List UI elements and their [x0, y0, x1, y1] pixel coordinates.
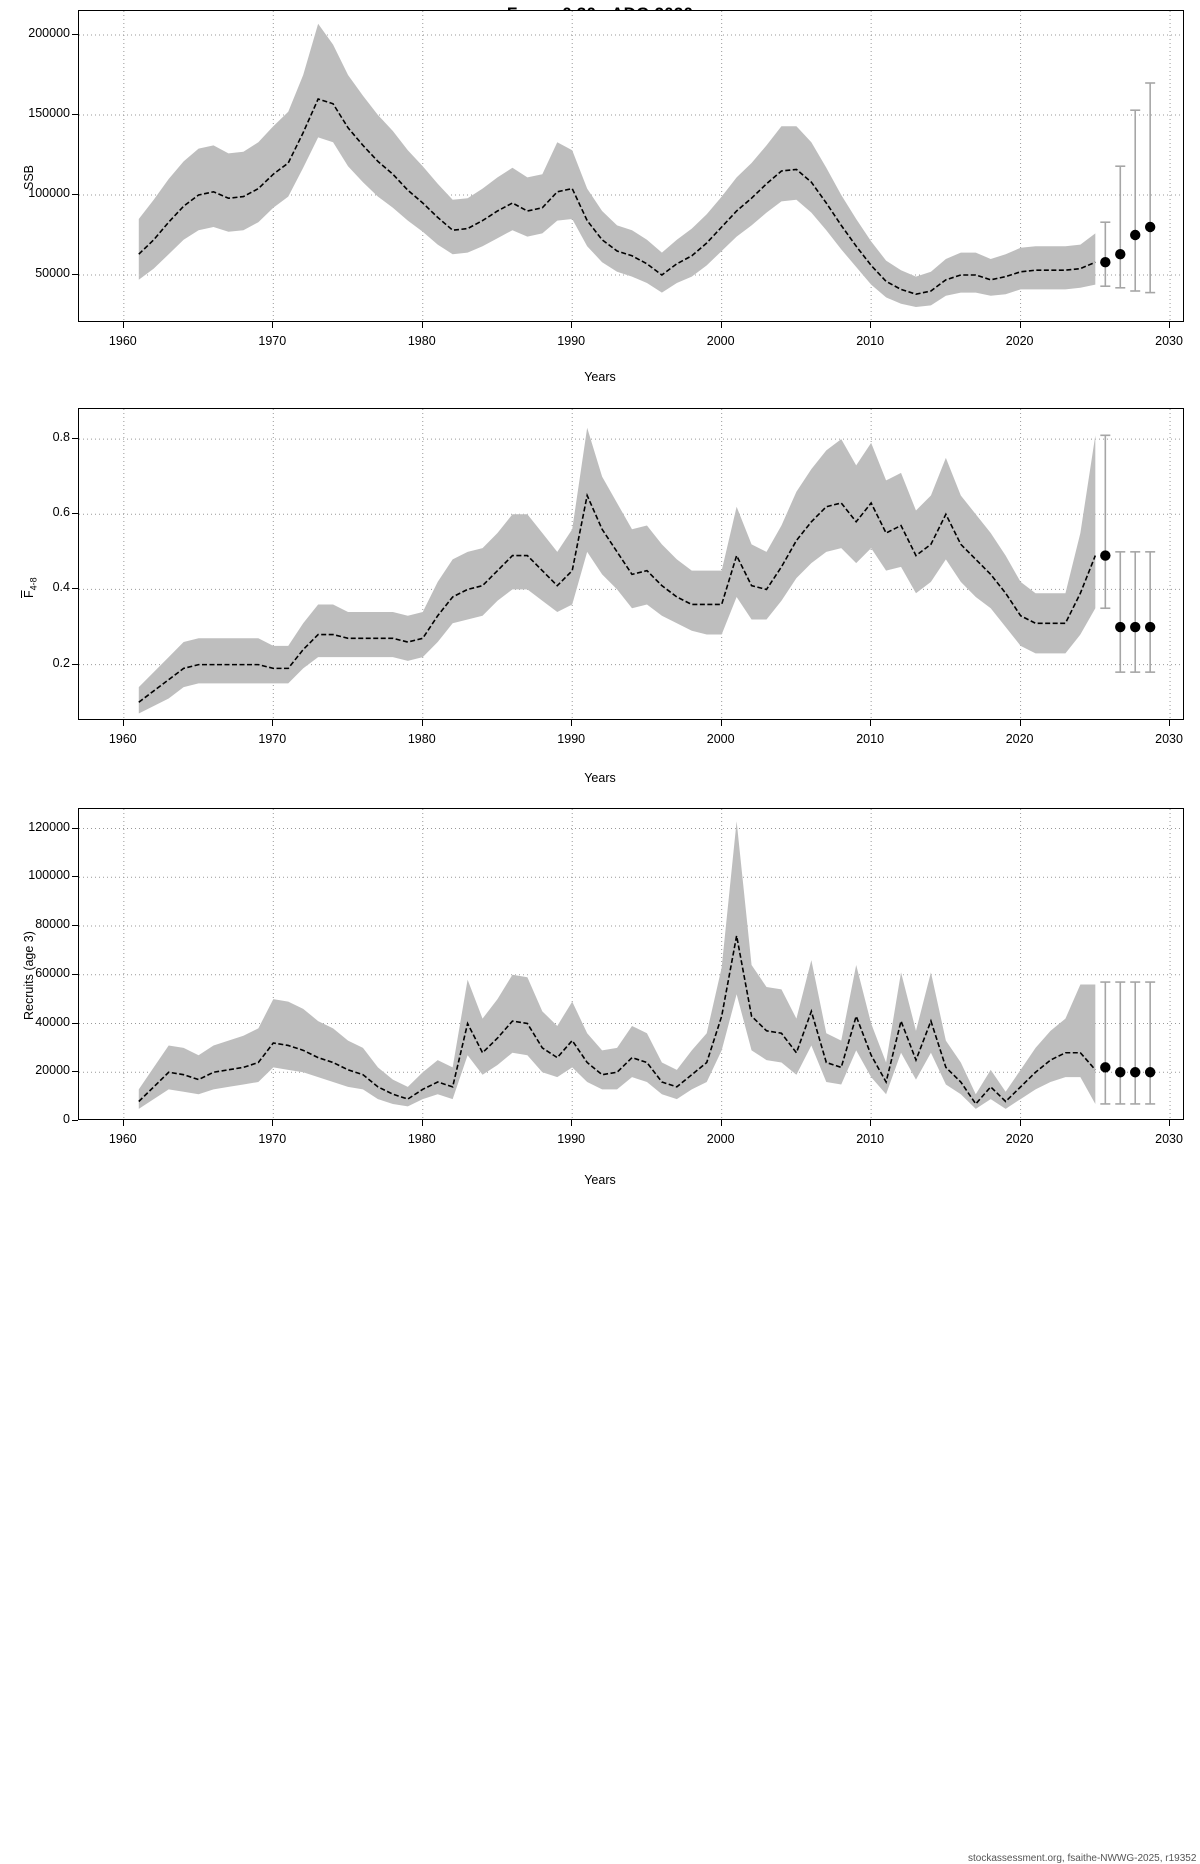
y-tick-fbar-0.8: 0.8 [52, 430, 70, 445]
y-tick-mark [72, 664, 78, 665]
x-tick-mark [272, 322, 273, 328]
y-tick-recruits-60000: 60000 [35, 965, 70, 980]
x-tick-ssb-1980: 1980 [407, 334, 436, 348]
y-tick-fbar-0.6: 0.6 [52, 505, 70, 520]
x-axis-label-recruits: Years [584, 1173, 616, 1187]
y-tick-mark [72, 34, 78, 35]
x-tick-fbar-1980: 1980 [407, 732, 436, 746]
y-tick-mark [72, 114, 78, 115]
x-tick-mark [422, 322, 423, 328]
x-tick-mark [870, 322, 871, 328]
x-tick-ssb-2010: 2010 [856, 334, 885, 348]
x-tick-mark [272, 1120, 273, 1126]
x-tick-mark [721, 322, 722, 328]
y-tick-recruits-80000: 80000 [35, 917, 70, 931]
x-tick-mark [422, 1120, 423, 1126]
y-axis-label-recruits: Recruits (age 3) [22, 931, 36, 1020]
y-tick-mark [72, 1120, 78, 1121]
y-tick-mark [72, 876, 78, 877]
x-tick-ssb-1970: 1970 [258, 334, 287, 348]
x-tick-recruits-1990: 1990 [557, 1132, 586, 1146]
x-tick-mark [1169, 322, 1170, 328]
x-tick-fbar-2010: 2010 [856, 732, 885, 746]
watermark-text: stockassessment.org, fsaithe-NWWG-2025, r19352 [968, 1853, 1197, 1864]
x-tick-mark [721, 1120, 722, 1126]
x-tick-ssb-2020: 2020 [1005, 334, 1034, 348]
y-tick-fbar-0.2: 0.2 [52, 655, 70, 670]
x-tick-mark [123, 1120, 124, 1126]
y-axis-label-fbar-sub: 4-8 [28, 577, 39, 591]
y-tick-mark [72, 925, 78, 926]
x-tick-mark [870, 1120, 871, 1126]
x-tick-ssb-2000: 2000 [706, 334, 735, 348]
x-tick-fbar-2020: 2020 [1005, 732, 1034, 746]
x-tick-recruits-2000: 2000 [706, 1132, 735, 1146]
y-tick-mark [72, 274, 78, 275]
y-tick-mark [72, 588, 78, 589]
plot-area-recruits [78, 808, 1184, 1120]
x-tick-recruits-2030: 2030 [1155, 1132, 1183, 1146]
x-tick-mark [1020, 1120, 1021, 1126]
x-tick-mark [1169, 1120, 1170, 1126]
x-tick-recruits-1970: 1970 [258, 1132, 287, 1146]
panel-recruits [0, 798, 1200, 1864]
x-tick-recruits-2010: 2010 [856, 1132, 885, 1146]
y-tick-recruits-0: 0 [63, 1112, 70, 1126]
x-tick-recruits-1960: 1960 [108, 1132, 137, 1146]
x-tick-mark [571, 322, 572, 328]
x-tick-mark [1020, 322, 1021, 328]
panel-ssb [0, 0, 1200, 395]
x-tick-mark [571, 1120, 572, 1126]
plot-area-ssb [78, 10, 1184, 322]
x-tick-ssb-2030: 2030 [1155, 334, 1183, 348]
y-axis-label-ssb: SSB [22, 164, 36, 190]
y-tick-mark [72, 828, 78, 829]
y-tick-mark [72, 194, 78, 195]
x-tick-fbar-2000: 2000 [706, 732, 735, 746]
x-tick-fbar-2030: 2030 [1155, 732, 1183, 746]
y-tick-mark [72, 1023, 78, 1024]
x-tick-mark [123, 322, 124, 328]
y-tick-ssb-100000: 100000 [28, 186, 70, 200]
y-tick-ssb-150000: 150000 [28, 106, 70, 120]
y-tick-ssb-200000: 200000 [28, 26, 70, 40]
y-tick-mark [72, 438, 78, 439]
x-tick-mark [1020, 720, 1021, 726]
x-tick-mark [272, 720, 273, 726]
y-tick-ssb-50000: 50000 [35, 266, 70, 280]
y-tick-recruits-100000: 100000 [28, 868, 70, 883]
x-tick-ssb-1960: 1960 [108, 334, 137, 348]
x-tick-mark [422, 720, 423, 726]
x-tick-fbar-1970: 1970 [258, 732, 287, 746]
x-tick-mark [571, 720, 572, 726]
x-tick-fbar-1990: 1990 [557, 732, 586, 746]
x-axis-label-ssb: Years [584, 370, 616, 384]
y-tick-recruits-40000: 40000 [35, 1014, 70, 1029]
y-tick-fbar-0.4: 0.4 [52, 580, 70, 595]
y-axis-label-fbar-main: $\overline{F}$ [22, 590, 36, 598]
x-tick-mark [870, 720, 871, 726]
x-tick-recruits-1980: 1980 [407, 1132, 436, 1146]
y-tick-recruits-120000: 120000 [28, 819, 70, 834]
y-tick-recruits-20000: 20000 [35, 1063, 70, 1078]
x-tick-mark [1169, 720, 1170, 726]
y-tick-mark [72, 974, 78, 975]
plot-area-fbar [78, 408, 1184, 720]
panel-fbar [0, 398, 1200, 796]
x-tick-mark [123, 720, 124, 726]
x-tick-mark [721, 720, 722, 726]
x-tick-ssb-1990: 1990 [557, 334, 586, 348]
y-tick-mark [72, 1071, 78, 1072]
x-tick-fbar-1960: 1960 [108, 732, 137, 746]
y-tick-mark [72, 513, 78, 514]
x-axis-label-fbar: Years [584, 771, 616, 785]
x-tick-recruits-2020: 2020 [1005, 1132, 1034, 1146]
